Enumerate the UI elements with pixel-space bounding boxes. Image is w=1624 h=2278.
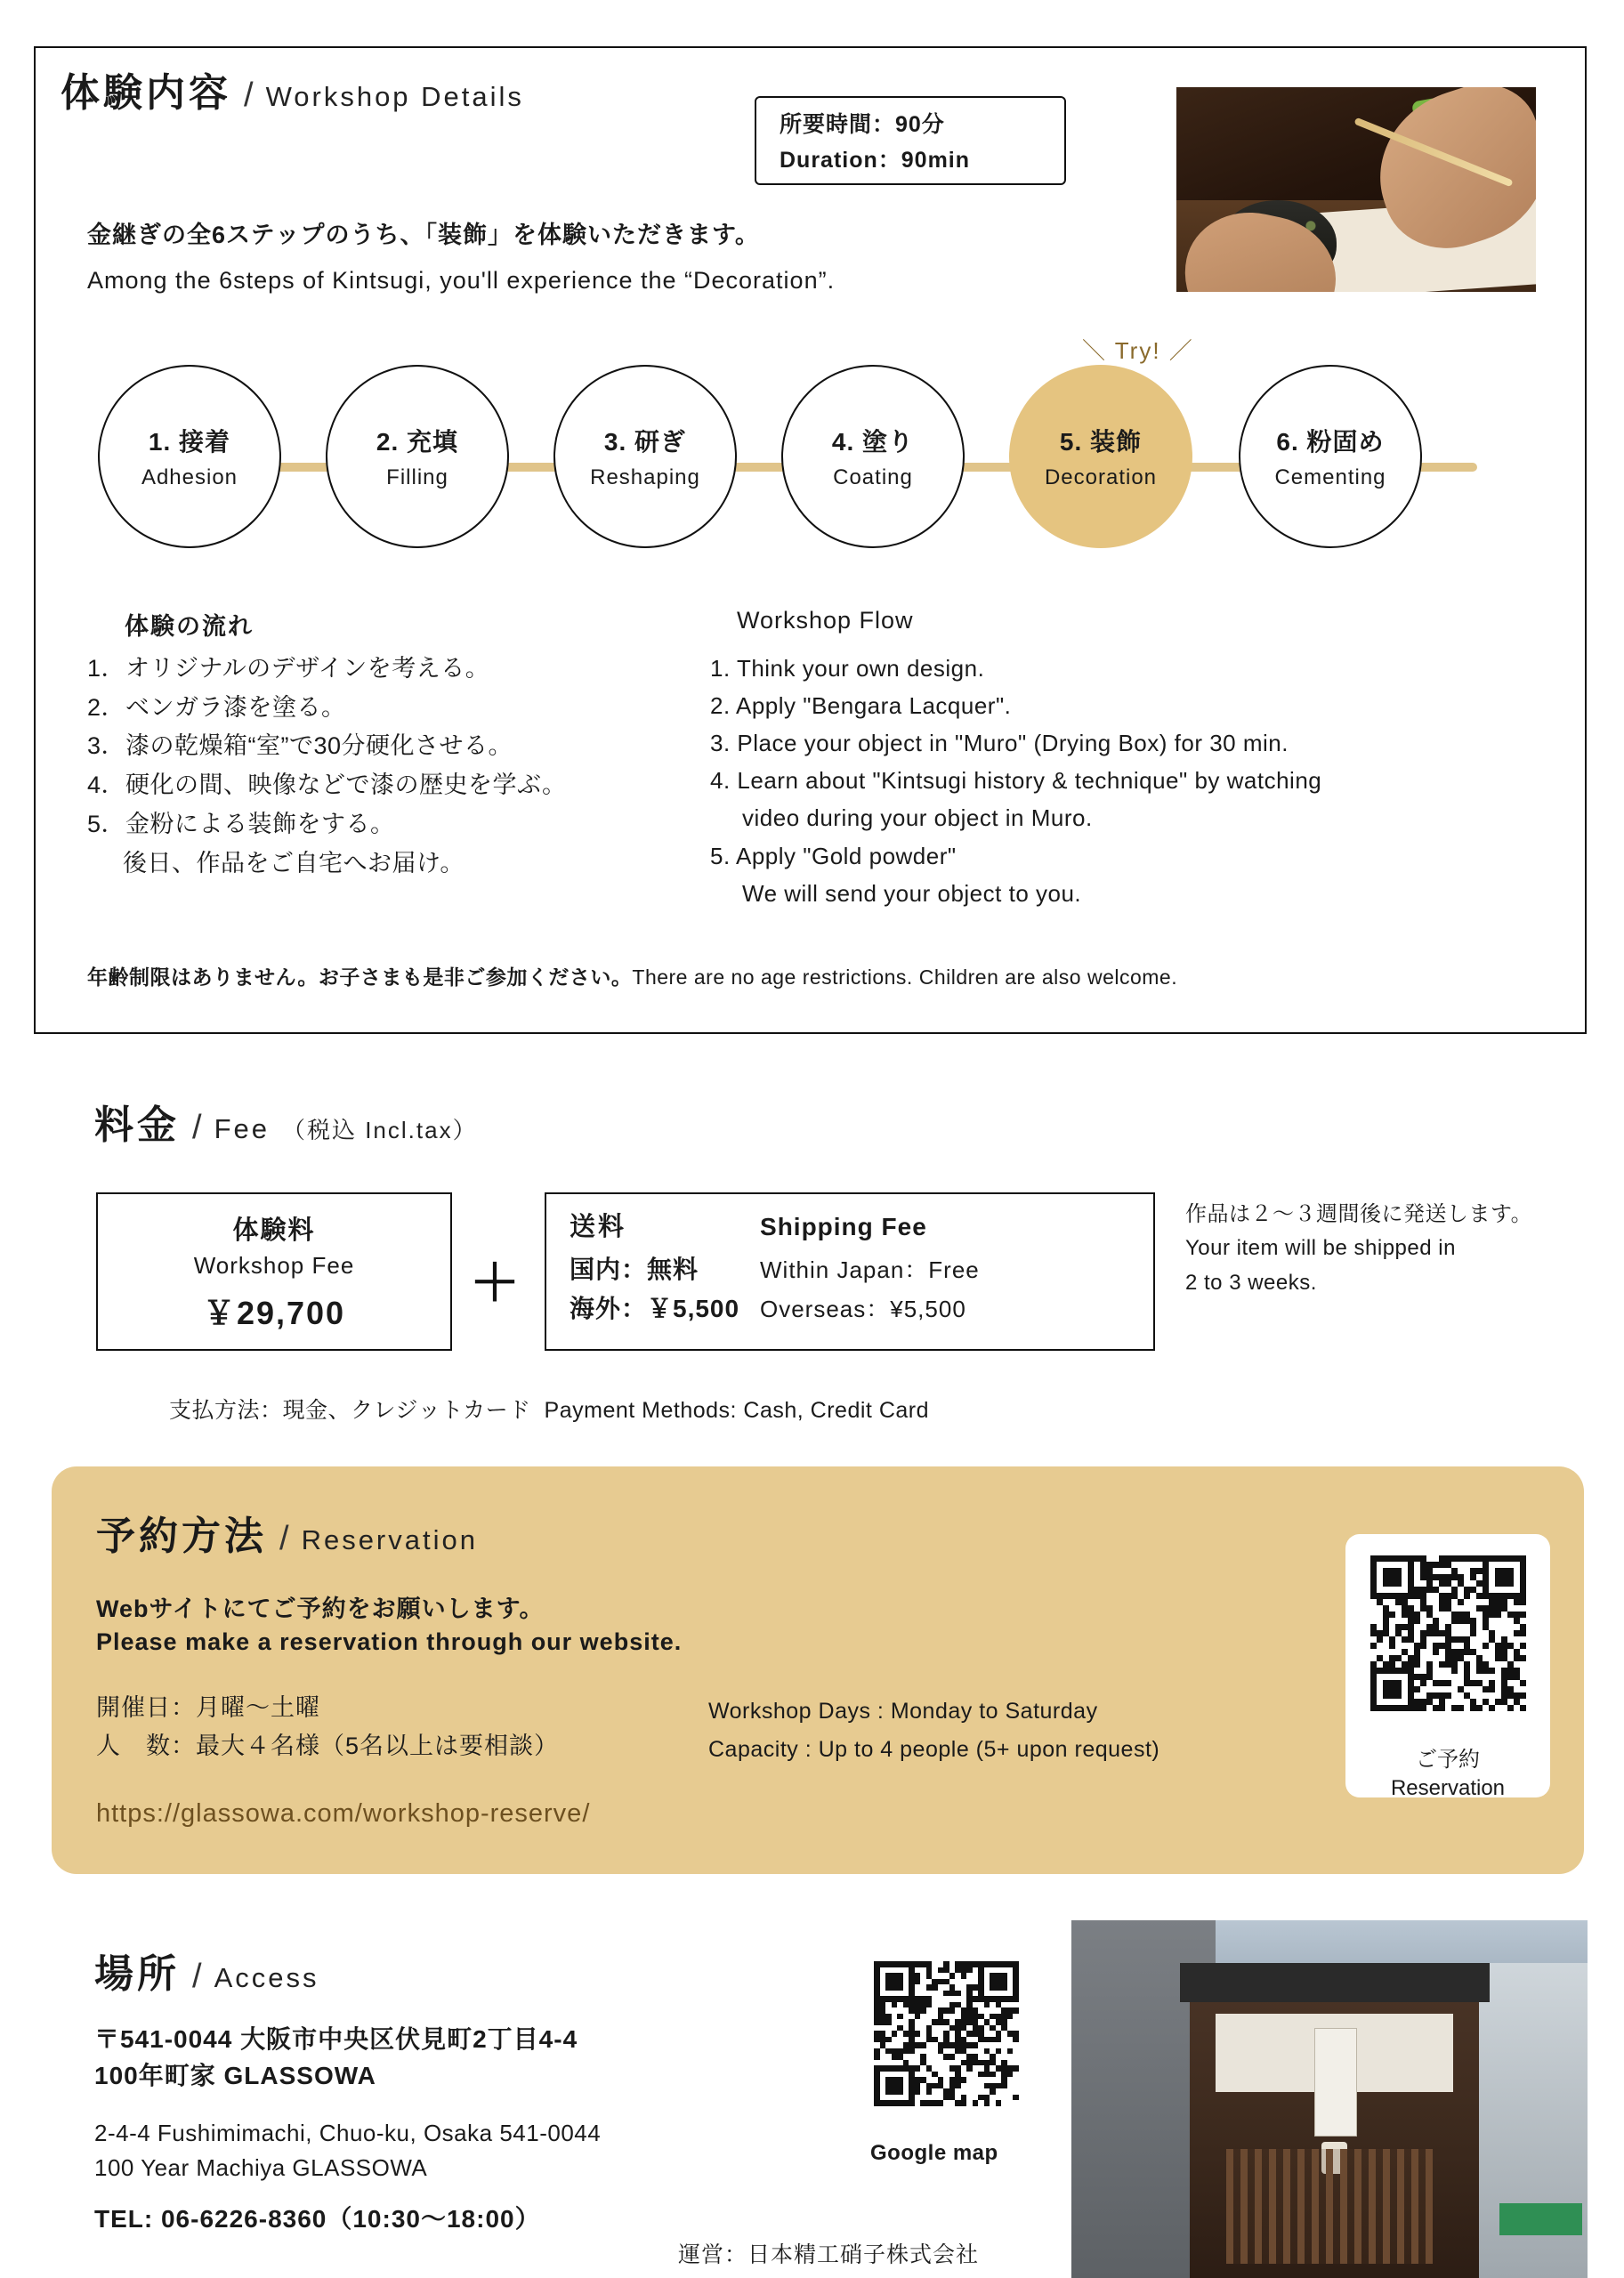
- machiya-building-photo: [1071, 1920, 1588, 2278]
- duration-en: Duration：90min: [780, 148, 971, 173]
- shipping-domestic-jp: 国内：無料: [570, 1256, 699, 1283]
- step-label-jp: 1. 接着: [148, 428, 231, 456]
- shipping-note: [1185, 1198, 1532, 1300]
- lead-text-en: Among the 6steps of Kintsugi, you'll experience the “Decoration”.: [87, 267, 836, 294]
- qr-code-icon[interactable]: [874, 1961, 1019, 2106]
- capacity-jp: 人 数：最大４名様（5名以上は要相談）: [96, 1733, 560, 1760]
- flow-title-jp: 体験の流れ: [125, 613, 254, 640]
- reservation-heading-en: Reservation: [301, 1524, 478, 1555]
- workshop-fee-label-jp: 体験料: [232, 1216, 316, 1245]
- reservation-heading: [96, 1504, 478, 1561]
- flow-item-en: We will send your object to you.: [742, 879, 1082, 907]
- reservation-qr-caption: [1345, 1746, 1550, 1804]
- flow-item-jp: 5．金粉による装飾をする。: [87, 810, 395, 837]
- map-qr-card[interactable]: [874, 1961, 1019, 2106]
- duration-box: [755, 96, 1066, 185]
- flow-item-jp: 3．漆の乾燥箱“室”で30分硬化させる。: [87, 732, 513, 760]
- address-jp-line2: 100年町家 GLASSOWA: [94, 2061, 376, 2089]
- step-label-en: Coating: [833, 465, 913, 489]
- age-note: [87, 961, 1177, 990]
- age-note-jp: 年齢制限はありません。お子さまも是非ご参加ください。: [87, 965, 633, 989]
- reservation-line-jp: Webサイトにてご予約をお願いします。: [96, 1595, 545, 1622]
- fee-heading-slash: /: [192, 1109, 202, 1146]
- address-en-line1: 2-4-4 Fushimimachi, Chuo-ku, Osaka 541-0044: [94, 2120, 602, 2146]
- address-jp-line1: 〒541-0044 大阪市中央区伏見町2丁目4-4: [94, 2025, 578, 2053]
- flow-item-jp: 1．オリジナルのデザインを考える。: [87, 655, 490, 682]
- flow-item-en: 3. Place your object in "Muro" (Drying Box) for 30 min.: [710, 730, 1289, 757]
- reservation-line-en: Please make a reservation through our website.: [96, 1628, 683, 1655]
- flow-item-en: video during your object in Muro.: [742, 804, 1093, 832]
- duration-jp: 所要時間：90分: [780, 112, 945, 137]
- step-6-cementing: [1239, 365, 1422, 548]
- access-heading-slash: /: [192, 1958, 202, 1995]
- access-heading: [94, 1942, 319, 1999]
- reservation-heading-slash: /: [279, 1520, 289, 1557]
- qr-caption-jp: ご予約: [1416, 1748, 1480, 1772]
- reservation-info-jp: [96, 1689, 559, 1765]
- workshop-days-jp: 開催日：月曜～土曜: [96, 1694, 320, 1721]
- flow-item-en: 4. Learn about "Kintsugi history & technique" by watching: [710, 767, 1322, 795]
- payment-methods-en: Payment Methods: Cash, Credit Card: [544, 1398, 930, 1423]
- flow-item-en: 1. Think your own design.: [710, 655, 985, 682]
- step-5-decoration: [1009, 365, 1192, 548]
- step-3-reshaping: [553, 365, 737, 548]
- payment-methods: [169, 1393, 929, 1425]
- flow-title-en: Workshop Flow: [737, 607, 914, 634]
- flow-item-en: 5. Apply "Gold powder": [710, 842, 957, 869]
- workshop-fee-label-en: Workshop Fee: [193, 1251, 355, 1279]
- reservation-info-en: [708, 1692, 1159, 1769]
- steps-diagram: [98, 356, 1513, 561]
- step-label-en: Adhesion: [141, 465, 238, 489]
- qr-code-icon[interactable]: [1370, 1555, 1526, 1711]
- shipping-note-jp: 作品は２～３週間後に発送します。: [1185, 1202, 1533, 1226]
- shipping-note-en-line1: Your item will be shipped in: [1185, 1236, 1456, 1261]
- shipping-overseas-jp: 海外：￥5,500: [570, 1295, 740, 1322]
- lead-text-jp: 金継ぎの全6ステップのうち、「装飾」を体験いただきます。: [87, 222, 760, 248]
- access-heading-jp: 場所: [94, 1952, 180, 1996]
- flow-list-en: [710, 650, 1547, 912]
- shipping-overseas-en: Overseas：¥5,500: [760, 1296, 966, 1322]
- workshop-heading-en: Workshop Details: [265, 81, 524, 112]
- address-en: [94, 2116, 601, 2185]
- workshop-fee-box: [96, 1192, 452, 1351]
- fee-heading-tax-note: （税込 Incl.tax）: [281, 1117, 478, 1143]
- step-label-en: Reshaping: [590, 465, 700, 489]
- workshop-heading-jp: 体験内容: [61, 71, 231, 115]
- kintsugi-decoration-photo: [1176, 87, 1536, 292]
- step-2-filling: [326, 365, 509, 548]
- age-note-en: There are no age restrictions. Children are also welcome.: [632, 965, 1178, 989]
- shipping-fee-box: [545, 1192, 1155, 1351]
- flow-item-en: 2. Apply "Bengara Lacquer".: [710, 692, 1012, 720]
- telephone: TEL: 06-6226-8360（10:30～18:00）: [94, 2205, 541, 2233]
- shipping-note-en-line2: 2 to 3 weeks.: [1185, 1270, 1317, 1295]
- shipping-label-en: Shipping Fee: [760, 1213, 927, 1240]
- step-label-jp: 5. 装飾: [1059, 428, 1143, 456]
- step-label-jp: 3. 研ぎ: [603, 428, 687, 456]
- workshop-fee-amount: ￥29,700: [202, 1294, 346, 1331]
- address-jp: [94, 2022, 578, 2094]
- workshop-heading-slash: /: [244, 77, 254, 114]
- fee-heading-en: Fee: [214, 1113, 270, 1144]
- flow-item-jp: 4．硬化の間、映像などで漆の歴史を学ぶ。: [87, 771, 567, 799]
- map-qr-caption: Google map: [870, 2141, 998, 2165]
- access-heading-en: Access: [214, 1962, 319, 1993]
- reservation-url[interactable]: https://glassowa.com/workshop-reserve/: [96, 1799, 591, 1828]
- flow-list-jp: [87, 650, 675, 883]
- workshop-days-en: Workshop Days : Monday to Saturday: [708, 1699, 1098, 1724]
- reservation-heading-jp: 予約方法: [96, 1515, 267, 1558]
- step-label-jp: 4. 塗り: [831, 428, 915, 456]
- fee-heading-jp: 料金: [94, 1103, 180, 1147]
- step-1-adhesion: [98, 365, 281, 548]
- qr-caption-en: Reservation: [1390, 1776, 1506, 1801]
- shipping-domestic-en: Within Japan：Free: [760, 1256, 980, 1283]
- capacity-en: Capacity : Up to 4 people (5+ upon request): [708, 1737, 1160, 1762]
- try-label: ＼ Try! ／: [1082, 337, 1194, 364]
- step-label-en: Filling: [386, 465, 448, 489]
- step-4-coating: [781, 365, 965, 548]
- step-label-en: Decoration: [1044, 465, 1158, 489]
- workshop-details-heading: [61, 61, 524, 117]
- flow-item-jp: 後日、作品をご自宅へお届け。: [123, 849, 465, 876]
- fee-heading: [94, 1093, 478, 1150]
- step-label-en: Cementing: [1274, 465, 1386, 489]
- step-label-jp: 6. 粉固め: [1276, 428, 1385, 456]
- plus-sign: ＋: [470, 1255, 520, 1311]
- shipping-label-jp: 送料: [570, 1213, 627, 1241]
- flow-item-jp: 2．ベンガラ漆を塗る。: [87, 693, 346, 721]
- operator-company: 運営：日本精工硝子株式会社: [678, 2242, 980, 2267]
- step-label-jp: 2. 充填: [376, 428, 459, 456]
- payment-methods-jp: 支払方法：現金、クレジットカード: [169, 1398, 531, 1423]
- address-en-line2: 100 Year Machiya GLASSOWA: [94, 2154, 428, 2181]
